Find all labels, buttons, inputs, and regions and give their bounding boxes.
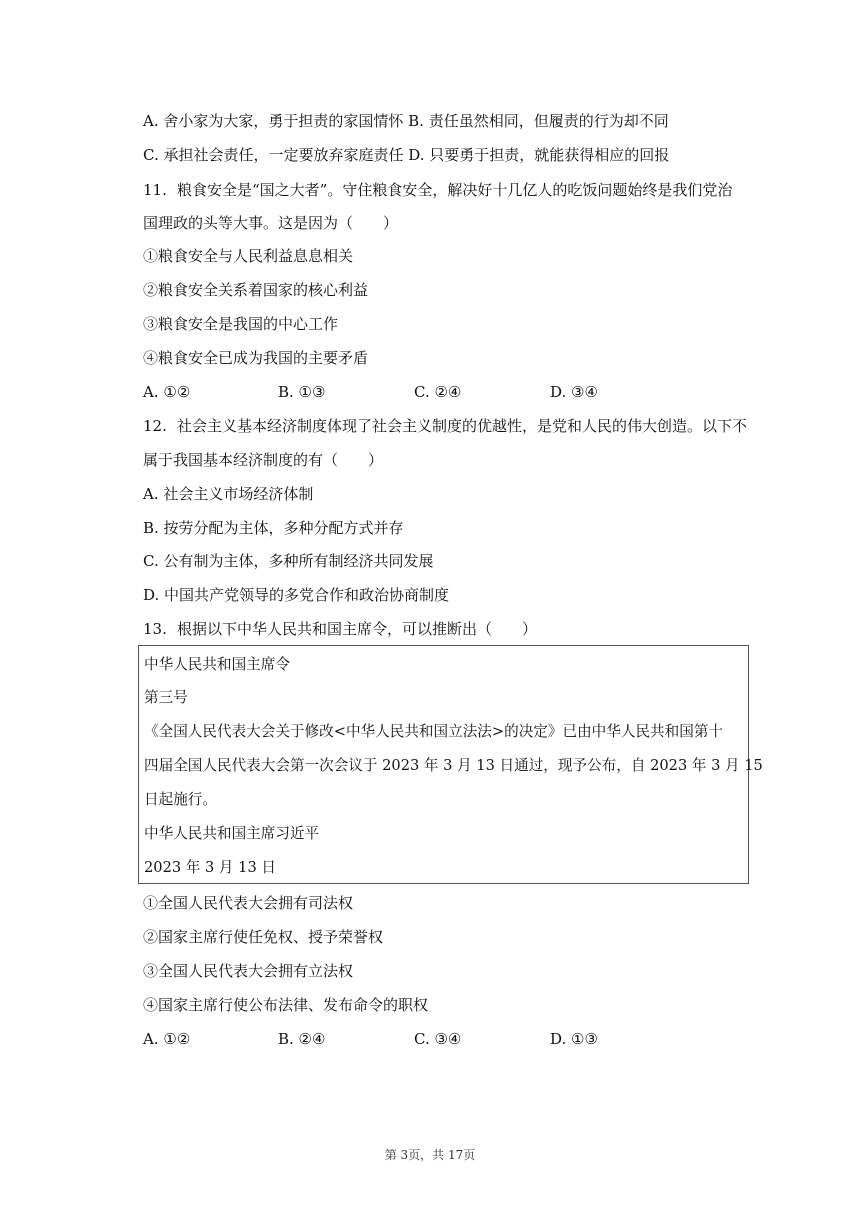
q12-option-b: B. 按劳分配为主体，多种分配方式并存 bbox=[143, 519, 404, 537]
q11-option-a: A. ①② bbox=[143, 383, 191, 401]
q11-item-2: ②粮食安全关系着国家的核心利益 bbox=[143, 281, 369, 299]
q13-item-4: ④国家主席行使公布法律、发布命令的职权 bbox=[143, 996, 429, 1014]
q13-stem-text: 根据以下中华人民共和国主席令，可以推断出（ ） bbox=[177, 620, 538, 638]
q11-item-4: ④粮食安全已成为我国的主要矛盾 bbox=[143, 349, 369, 367]
order-date: 2023 年 3 月 13 日 bbox=[144, 859, 276, 876]
order-signature: 中华人民共和国主席习近平 bbox=[144, 825, 320, 842]
page-footer: 第 3页，共 17页 bbox=[384, 1148, 476, 1162]
q11-stem-line2: 国理政的头等大事。这是因为（ ） bbox=[143, 214, 399, 232]
q13-option-d: D. ①③ bbox=[550, 1030, 598, 1048]
q11-number: 11. bbox=[143, 181, 167, 199]
order-number: 第三号 bbox=[144, 689, 188, 706]
q11-option-b: B. ①③ bbox=[278, 383, 326, 401]
q13-item-1: ①全国人民代表大会拥有司法权 bbox=[143, 894, 354, 912]
order-title: 中华人民共和国主席令 bbox=[144, 656, 290, 673]
q13-item-2: ②国家主席行使任免权、授予荣誉权 bbox=[143, 928, 384, 946]
q13-option-c: C. ③④ bbox=[414, 1030, 462, 1048]
q11-option-d: D. ③④ bbox=[550, 383, 598, 401]
q11-stem-text: 粮食安全是“国之大者”。守住粮食安全，解决好十几亿人的吃饭问题始终是我们党治 bbox=[177, 181, 733, 199]
q12-number: 12. bbox=[143, 417, 167, 435]
q12-stem-text: 社会主义基本经济制度体现了社会主义制度的优越性，是党和人民的伟大创造。以下不 bbox=[177, 417, 748, 435]
q11-stem-line1 bbox=[143, 180, 732, 200]
q12-option-d: D. 中国共产党领导的多党合作和政治协商制度 bbox=[143, 586, 450, 604]
q13-stem bbox=[143, 619, 537, 639]
q11-option-c: C. ②④ bbox=[414, 383, 462, 401]
q12-stem-line1 bbox=[143, 416, 747, 436]
order-body-line3: 日起施行。 bbox=[144, 791, 217, 808]
q12-option-a: A. 社会主义市场经济体制 bbox=[143, 485, 314, 503]
q13-item-3: ③全国人民代表大会拥有立法权 bbox=[143, 962, 354, 980]
q10-options-row1: A. 舍小家为大家，勇于担责的家国情怀 B. 责任虽然相同，但履责的行为却不同 bbox=[143, 112, 669, 130]
q13-number: 13. bbox=[143, 620, 167, 638]
q12-stem-line2: 属于我国基本经济制度的有（ ） bbox=[143, 451, 384, 469]
order-body-line2: 四届全国人民代表大会第一次会议于 2023 年 3 月 13 日通过，现予公布，自 2023 年 3 月 15 bbox=[144, 757, 763, 774]
q11-item-3: ③粮食安全是我国的中心工作 bbox=[143, 315, 339, 333]
q10-options-row2: C. 承担社会责任，一定要放弃家庭责任 D. 只要勇于担责，就能获得相应的回报 bbox=[143, 146, 670, 164]
q12-option-c: C. 公有制为主体，多种所有制经济共同发展 bbox=[143, 552, 434, 570]
q13-option-a: A. ①② bbox=[143, 1030, 191, 1048]
presidential-order-box bbox=[138, 645, 763, 884]
q13-option-b: B. ②④ bbox=[278, 1030, 326, 1048]
q11-item-1: ①粮食安全与人民利益息息相关 bbox=[143, 247, 354, 265]
order-body-line1: 《全国人民代表大会关于修改<中华人民共和国立法法>的决定》已由中华人民共和国第十 bbox=[144, 723, 724, 740]
